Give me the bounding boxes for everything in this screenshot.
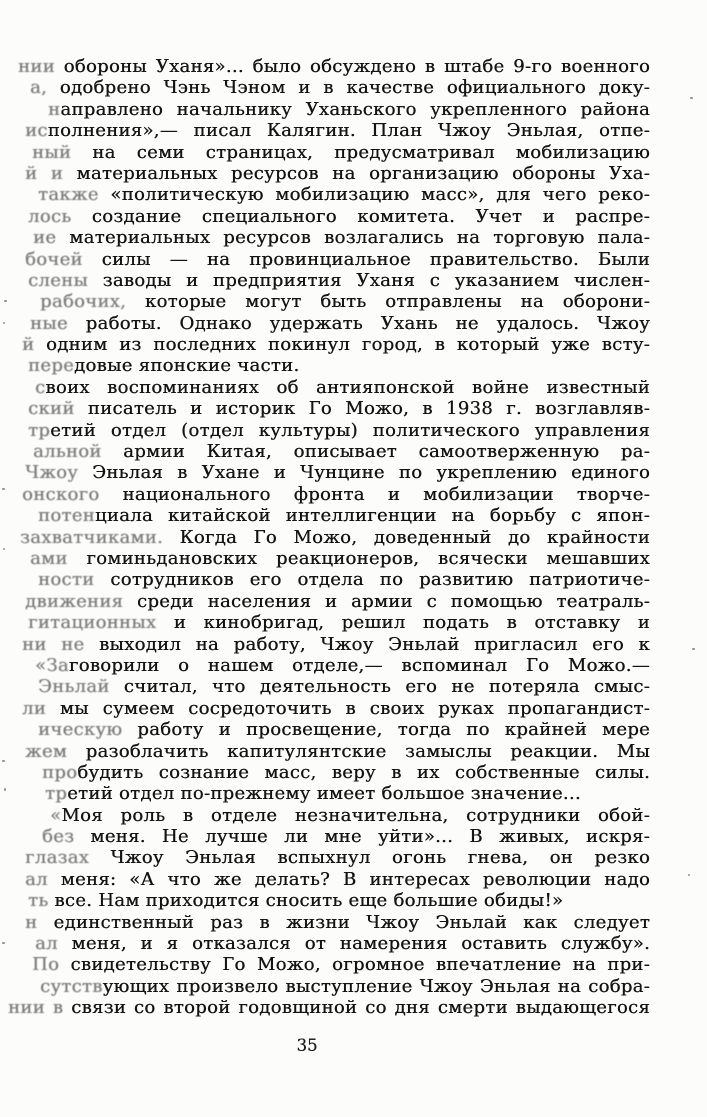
text-line bbox=[25, 912, 650, 933]
text-fragment: свидетельству Го Можо, огромное впечатление на при- bbox=[59, 954, 650, 976]
text-line bbox=[30, 548, 650, 569]
text-line bbox=[28, 355, 650, 376]
degraded-text-fragment: « bbox=[50, 804, 62, 826]
degraded-text-fragment: рабочих, bbox=[40, 291, 127, 313]
scan-speck bbox=[3, 322, 5, 324]
degraded-text-fragment: ал bbox=[35, 933, 58, 955]
text-line bbox=[32, 142, 650, 163]
degraded-text-fragment: Эньлай bbox=[38, 676, 110, 698]
text-line bbox=[30, 77, 650, 98]
text-fragment: меня, и я отказался от намерения оставить службу». bbox=[57, 933, 650, 955]
degraded-text-fragment: н bbox=[25, 911, 38, 933]
degraded-text-fragment: захватчиками. bbox=[20, 526, 164, 548]
scan-speck bbox=[2, 760, 5, 762]
degraded-text-fragment: нии bbox=[18, 56, 55, 77]
text-line bbox=[22, 484, 650, 505]
scan-speck bbox=[692, 648, 695, 650]
degraded-text-fragment: тр bbox=[45, 783, 68, 805]
text-line bbox=[22, 634, 650, 655]
degraded-text-fragment: ие bbox=[33, 227, 57, 249]
text-fragment: выходил на работу, Чжоу Эньлай пригласил его к bbox=[84, 633, 650, 655]
text-fragment: мы сумеем сосредоточить в своих руках пропагандист- bbox=[46, 697, 650, 719]
text-fragment: заводы и предприятия Уханя с указанием числен- bbox=[88, 269, 650, 291]
text-fragment: Эньлая в Ухане и Чунцине по укреплению единого bbox=[78, 462, 650, 484]
text-fragment: довые японские части. bbox=[74, 355, 300, 377]
text-fragment: писатель и историк Го Можо, в 1938 г. возглавляв- bbox=[74, 398, 650, 420]
text-fragment: считал, что деятельность его не потеряла смыс- bbox=[109, 676, 650, 698]
text-line bbox=[25, 741, 650, 762]
degraded-text-fragment: ский bbox=[28, 398, 75, 420]
text-fragment: меня. Не лучше ли мне уйти»... В живых, искря- bbox=[74, 826, 650, 848]
page-number: 35 bbox=[296, 1036, 318, 1055]
degraded-text-fragment: «За bbox=[35, 654, 69, 676]
text-line bbox=[28, 420, 650, 441]
text-fragment: материальных ресурсов на организацию обороны Уха- bbox=[63, 162, 650, 184]
degraded-text-fragment: бочей bbox=[25, 248, 83, 270]
text-line bbox=[42, 762, 650, 783]
text-fragment: среди населения и армии с помощью театраль- bbox=[123, 590, 650, 612]
degraded-text-fragment: Чжоу bbox=[25, 462, 79, 484]
text-line bbox=[38, 676, 650, 697]
degraded-text-fragment: ли bbox=[22, 697, 47, 719]
degraded-text-fragment: ть bbox=[28, 890, 49, 912]
text-line bbox=[28, 612, 650, 633]
degraded-text-fragment: глазах bbox=[25, 847, 90, 869]
degraded-text-fragment: про bbox=[42, 761, 78, 783]
text-fragment: на семи страницах, предусматривал мобилизацию bbox=[71, 141, 650, 163]
text-fragment: Чжоу Эньлая вспыхнул огонь гнева, он резко bbox=[89, 847, 650, 869]
degraded-text-fragment: ис bbox=[25, 120, 48, 142]
text-line bbox=[32, 954, 650, 975]
text-fragment: работу и просвещение, тогда по крайней мере bbox=[122, 719, 650, 741]
text-line bbox=[22, 698, 650, 719]
text-line bbox=[38, 569, 650, 590]
text-line bbox=[35, 933, 650, 954]
text-fragment: которые могут быть отправлены на оборони- bbox=[126, 291, 650, 313]
text-line bbox=[25, 249, 650, 270]
text-fragment: етий отдел (отдел культуры) политического управления bbox=[50, 419, 650, 441]
text-line bbox=[50, 805, 650, 826]
text-line bbox=[8, 997, 650, 1018]
degraded-text-fragment: ал bbox=[25, 868, 48, 890]
text-line bbox=[28, 270, 650, 291]
text-fragment: воих воспоминаниях об антияпонской войне известный bbox=[45, 376, 650, 398]
scan-speck bbox=[690, 97, 693, 99]
text-fragment: обороны Уханя»... было обсуждено в штабе 9-го военного bbox=[54, 56, 650, 77]
text-fragment: и кинобригад, решил подать в отставку и bbox=[156, 612, 650, 634]
degraded-text-fragment: ическую bbox=[38, 719, 123, 741]
text-fragment: сотрудников его отдела по развитию патриотиче- bbox=[94, 569, 650, 591]
degraded-text-fragment: без bbox=[42, 826, 75, 848]
scan-speck bbox=[2, 488, 5, 490]
scan-speck bbox=[688, 874, 690, 876]
text-line bbox=[28, 206, 650, 227]
scan-speck bbox=[4, 300, 7, 302]
text-line bbox=[35, 655, 650, 676]
degraded-text-fragment: гитационных bbox=[28, 612, 157, 634]
text-fragment: материальных ресурсов возлагались на торговую пала- bbox=[56, 227, 650, 249]
degraded-text-fragment: а, bbox=[30, 77, 48, 99]
text-fragment: циала китайской интеллигенции на борьбу с япон- bbox=[94, 505, 650, 527]
degraded-text-fragment: нии в bbox=[8, 997, 64, 1019]
text-fragment: силы — на провинциальное правительство. Были bbox=[82, 248, 650, 270]
degraded-text-fragment: с bbox=[35, 376, 46, 398]
text-line bbox=[38, 719, 650, 740]
text-line bbox=[38, 505, 650, 526]
text-fragment: одобрено Чэнь Чэном и в качестве официального доку- bbox=[47, 77, 650, 99]
text-line bbox=[30, 313, 650, 334]
degraded-text-fragment: ный bbox=[32, 141, 72, 163]
text-line bbox=[28, 890, 650, 911]
degraded-text-fragment: й и bbox=[25, 162, 64, 184]
text-line bbox=[25, 462, 650, 483]
text-line bbox=[45, 783, 650, 804]
degraded-text-fragment: н bbox=[48, 98, 61, 120]
text-line bbox=[22, 334, 650, 355]
text-fragment: полнения»,— писал Калягин. План Чжоу Эньлая, отпе- bbox=[47, 120, 650, 142]
text-fragment: связи со второй годовщиной со дня смерти выдающегося bbox=[63, 997, 650, 1019]
scan-speck bbox=[3, 548, 5, 550]
text-fragment: единственный раз в жизни Чжоу Эньлай как следует bbox=[37, 911, 650, 933]
degraded-text-fragment: сутств bbox=[40, 975, 103, 997]
degraded-text-fragment: пере bbox=[28, 355, 75, 377]
text-fragment: национального фронта и мобилизации творче- bbox=[99, 483, 650, 505]
text-line bbox=[48, 99, 650, 120]
scan-speck bbox=[4, 788, 6, 791]
text-fragment: етий отдел по-прежнему имеет большое значение... bbox=[67, 783, 581, 805]
text-line bbox=[33, 441, 650, 462]
text-fragment: гоминьдановских реакционеров, всячески мешавших bbox=[67, 547, 650, 569]
text-line bbox=[28, 398, 650, 419]
degraded-text-fragment: слены bbox=[28, 269, 88, 291]
degraded-text-fragment: потен bbox=[38, 505, 95, 527]
text-line bbox=[25, 869, 650, 890]
text-line bbox=[25, 120, 650, 141]
text-fragment: создание специального комитета. Учет и распре- bbox=[71, 205, 650, 227]
text-line bbox=[25, 591, 650, 612]
text-fragment: разоблачить капитулянтские замыслы реакции. Мы bbox=[67, 740, 650, 762]
text-line bbox=[42, 826, 650, 847]
text-line bbox=[38, 184, 650, 205]
text-line bbox=[40, 976, 650, 997]
scan-speck bbox=[2, 942, 5, 944]
degraded-text-fragment: ности bbox=[38, 569, 95, 591]
text-fragment: будить сознание масс, веру в их собственные силы. bbox=[77, 761, 650, 783]
degraded-text-fragment: ами bbox=[30, 547, 68, 569]
text-fragment: все. Нам приходится сносить еще большие обиды!» bbox=[48, 890, 564, 912]
text-fragment: говорили о нашем отделе,— вспоминал Го Можо.— bbox=[68, 654, 650, 676]
degraded-text-fragment: й bbox=[22, 334, 35, 356]
text-fragment: Моя роль в отделе незначительна, сотрудники обой- bbox=[61, 804, 650, 826]
text-fragment: Когда Го Можо, доведенный до крайности bbox=[163, 526, 650, 548]
degraded-text-fragment: ные bbox=[30, 312, 68, 334]
degraded-text-fragment: онского bbox=[22, 483, 100, 505]
text-line bbox=[20, 527, 650, 548]
text-fragment: меня: «А что же делать? В интересах революции надо bbox=[47, 868, 650, 890]
degraded-text-fragment: альной bbox=[33, 441, 102, 463]
text-line bbox=[40, 291, 650, 312]
degraded-text-fragment: движения bbox=[25, 590, 124, 612]
degraded-text-fragment: жем bbox=[25, 740, 68, 762]
text-fragment: работы. Однако удержать Ухань не удалось. Чжоу bbox=[67, 312, 650, 334]
text-line bbox=[33, 227, 650, 248]
degraded-text-fragment: тр bbox=[28, 419, 51, 441]
text-line bbox=[25, 163, 650, 184]
text-fragment: аправлено начальнику Уханьского укрепленного района bbox=[60, 98, 650, 120]
degraded-text-fragment: лось bbox=[28, 205, 72, 227]
degraded-text-fragment: По bbox=[32, 954, 60, 976]
text-fragment: армии Китая, описывает самоотверженную ра- bbox=[101, 441, 650, 463]
text-fragment: ующих произвело выступление Чжоу Эньлая на собра- bbox=[102, 975, 650, 997]
text-line bbox=[18, 56, 650, 77]
degraded-text-fragment: также bbox=[38, 184, 99, 206]
text-line bbox=[25, 847, 650, 868]
text-line bbox=[35, 377, 650, 398]
body-text bbox=[0, 56, 707, 1019]
degraded-text-fragment: ни не bbox=[22, 633, 85, 655]
text-fragment: «политическую мобилизацию масс», для чего реко- bbox=[98, 184, 650, 206]
text-fragment: одним из последних покинул город, в который уже всту- bbox=[34, 334, 650, 356]
